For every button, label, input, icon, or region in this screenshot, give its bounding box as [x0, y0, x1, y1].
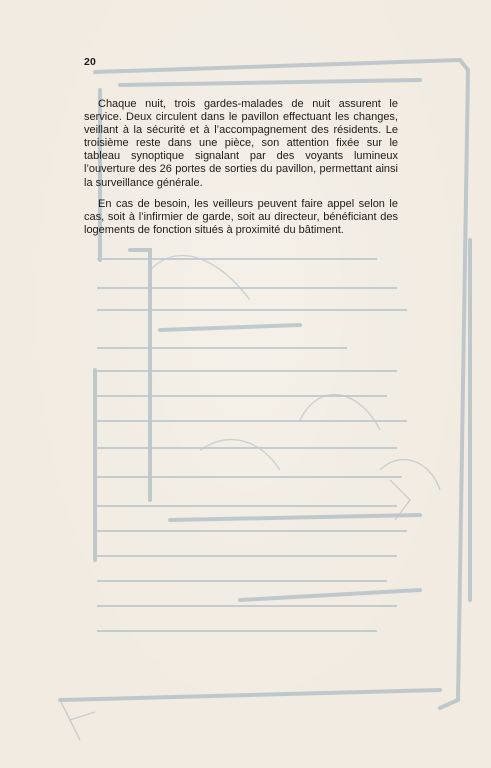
page-number: 20: [84, 56, 97, 68]
paragraph-night-staff: Chaque nuit, trois gardes-malades de nuit assurent le service. Deux circulent dans le pavillon effectuant les changes, veillant à la sécurité et à l’accompagnement des résidents. Le troisième reste dans une pièce, son attention fixée sur le tableau synoptique signalant par des voyants lumineux l’ouverture des 26 portes de sorties du pavillon, permettant ainsi la surveillance générale.: [84, 98, 398, 189]
body-text: [84, 98, 398, 245]
paragraph-emergency-call: En cas de besoin, les veilleurs peuvent faire appel selon le cas, soit à l’infirmier de garde, soit au directeur, bénéficiant des logements de fonction situés à proximité du bâtiment.: [84, 197, 398, 236]
